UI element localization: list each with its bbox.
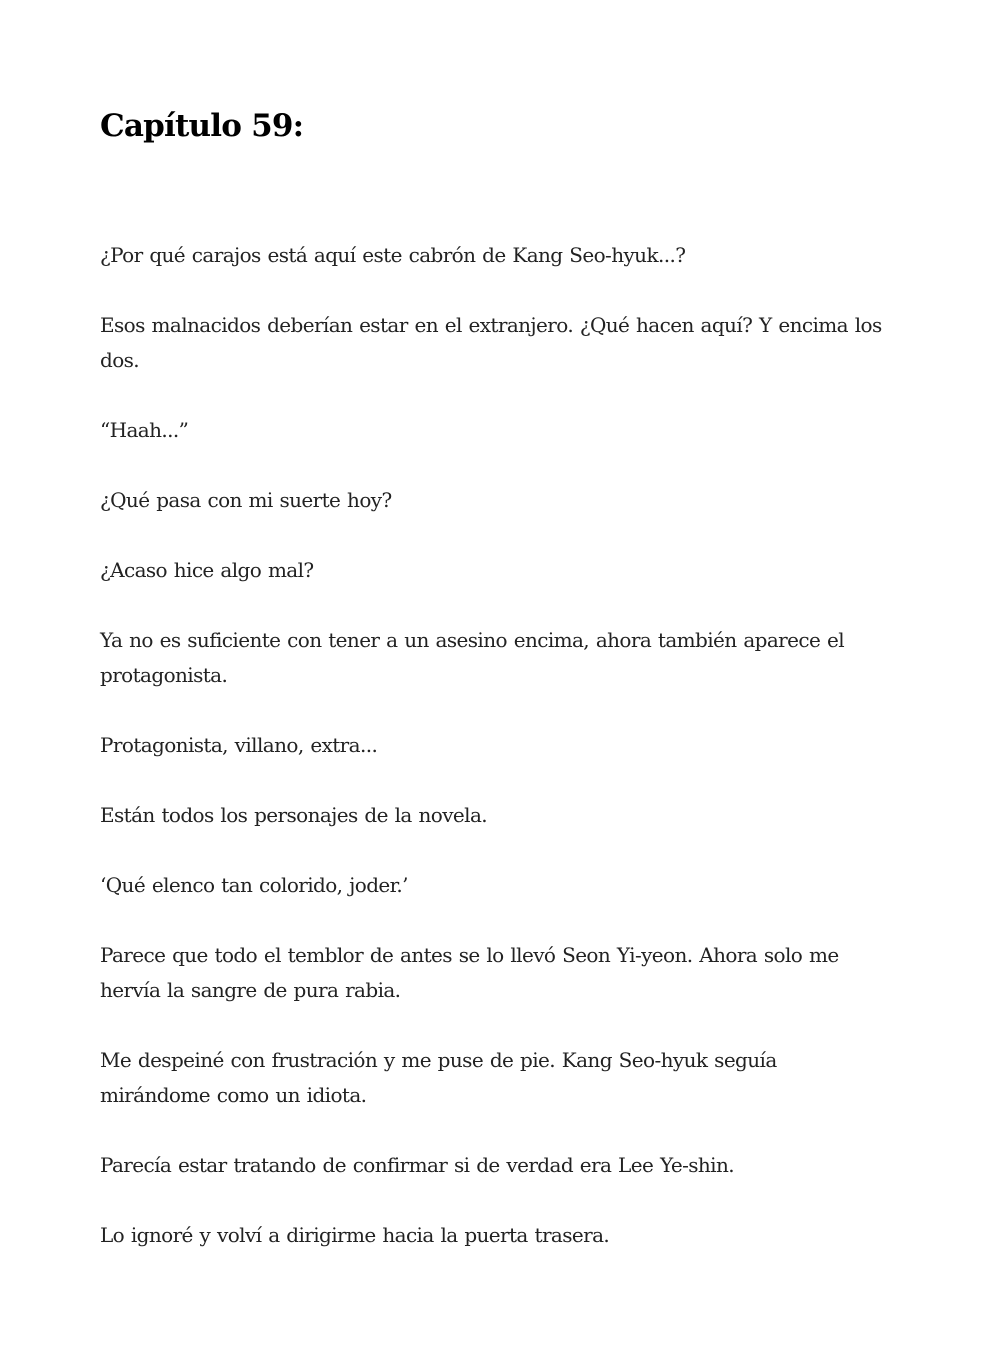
paragraph: ¿Por qué carajos está aquí este cabrón de Kang Seo-hyuk...?	[100, 243, 686, 267]
paragraph: Lo ignoré y volví a dirigirme hacia la puerta trasera.	[100, 1223, 610, 1247]
chapter-title: Capítulo 59:	[100, 108, 304, 144]
paragraph: Están todos los personajes de la novela.	[100, 803, 488, 827]
paragraph: Me despeiné con frustración y me puse de pie. Kang Seo-hyuk seguía mirándome como un idiota.	[100, 1048, 777, 1107]
paragraph: Parecía estar tratando de confirmar si de verdad era Lee Ye-shin.	[100, 1153, 735, 1177]
paragraph: ¿Acaso hice algo mal?	[100, 558, 314, 582]
paragraph: Esos malnacidos deberían estar en el extranjero. ¿Qué hacen aquí? Y encima los dos.	[100, 313, 882, 372]
paragraph: ¿Qué pasa con mi suerte hoy?	[100, 488, 392, 512]
paragraph: Parece que todo el temblor de antes se lo llevó Seon Yi-yeon. Ahora solo me hervía la sangre de pura rabia.	[100, 943, 839, 1002]
paragraph: Protagonista, villano, extra...	[100, 733, 378, 757]
paragraph: Ya no es suficiente con tener a un asesino encima, ahora también aparece el protagonista.	[100, 628, 844, 687]
paragraph: “Haah...”	[100, 418, 189, 442]
paragraph: ‘Qué elenco tan colorido, joder.’	[100, 873, 408, 897]
chapter-body	[100, 238, 890, 1288]
